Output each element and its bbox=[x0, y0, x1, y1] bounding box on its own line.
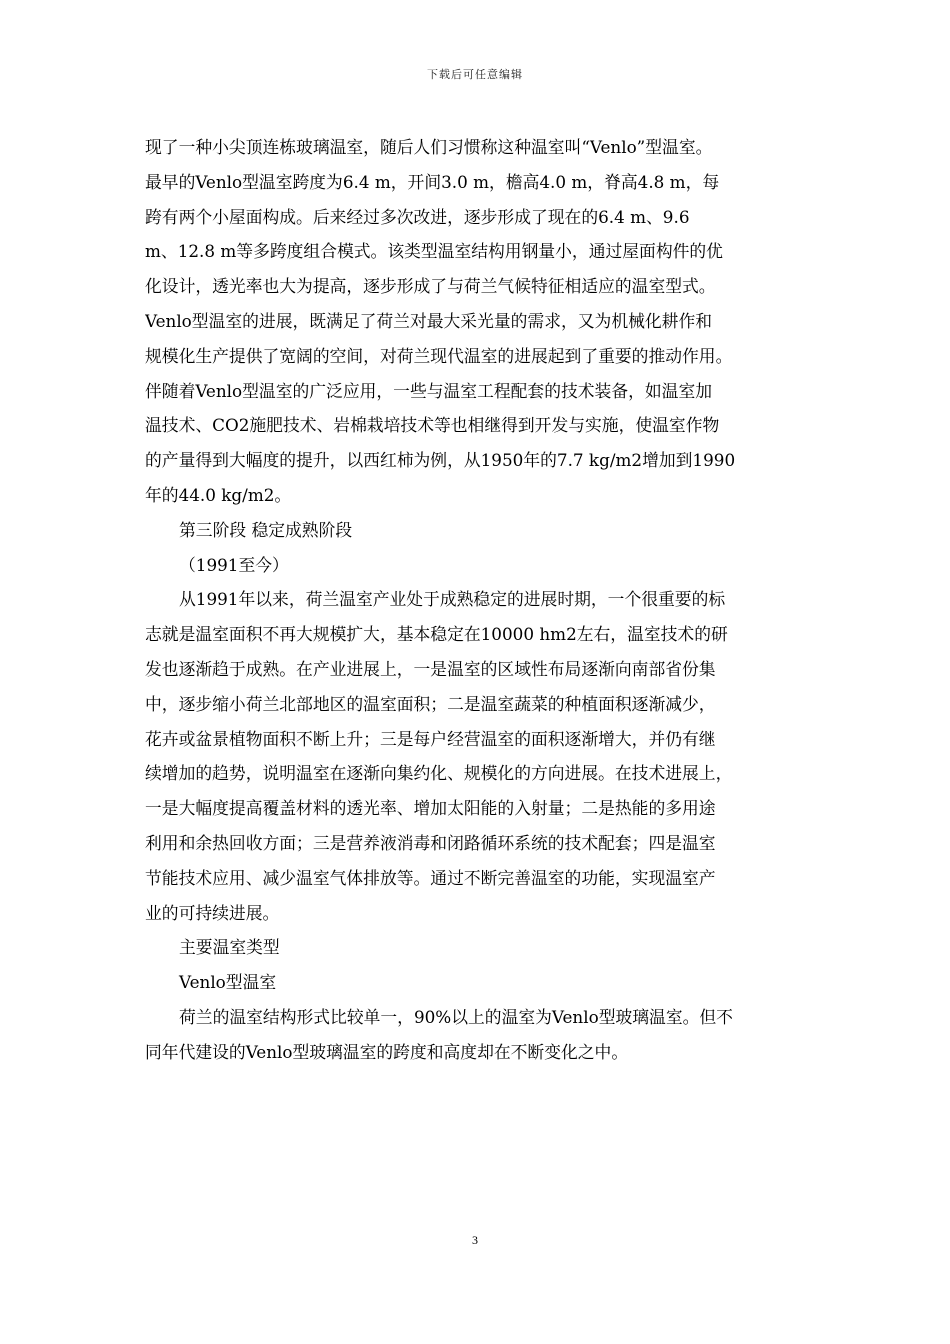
text-line: 同年代建设的Venlo型玻璃温室的跨度和高度却在不断变化之中。 bbox=[145, 1041, 629, 1062]
text-line: 从1991年以来，荷兰温室产业处于成熟稳定的进展时期，一个很重要的标 bbox=[179, 589, 726, 610]
text-line: 发也逐渐趋于成熟。在产业进展上，一是温室的区域性布局逐渐向南部省份集 bbox=[145, 658, 716, 679]
text-line: 志就是温室面积不再大规模扩大，基本稳定在10000 hm2左右，温室技术的研 bbox=[145, 624, 728, 645]
text-line: 花卉或盆景植物面积不断上升；三是每户经营温室的面积逐渐增大，并仍有继 bbox=[145, 728, 716, 749]
text-line: 第三阶段 稳定成熟阶段 bbox=[179, 519, 353, 540]
text-line: 业的可持续进展。 bbox=[145, 902, 280, 923]
text-line: m、12.8 m等多跨度组合模式。该类型温室结构用钢量小，通过屋面构件的优 bbox=[145, 241, 723, 262]
text-line: 节能技术应用、减少温室气体排放等。通过不断完善温室的功能，实现温室产 bbox=[145, 867, 716, 888]
text-line: 荷兰的温室结构形式比较单一，90%以上的温室为Venlo型玻璃温室。但不 bbox=[179, 1006, 733, 1027]
text-line: Venlo型温室的进展，既满足了荷兰对最大采光量的需求，又为机械化耕作和 bbox=[145, 310, 713, 331]
text-line: 主要温室类型 bbox=[179, 937, 280, 958]
text-line: 伴随着Venlo型温室的广泛应用，一些与温室工程配套的技术装备，如温室加 bbox=[145, 380, 713, 401]
text-line: 续增加的趋势，说明温室在逐渐向集约化、规模化的方向进展。在技术进展上， bbox=[145, 763, 733, 784]
text-line: （1991至今） bbox=[179, 554, 289, 575]
text-line: 一是大幅度提高覆盖材料的透光率、增加太阳能的入射量；二是热能的多用途 bbox=[145, 798, 716, 819]
text-line: 年的44.0 kg/m2。 bbox=[145, 484, 292, 505]
text-line: Venlo型温室 bbox=[179, 972, 277, 993]
text-line: 最早的Venlo型温室跨度为6.4 m，开间3.0 m，檐高4.0 m，脊高4.8 m，每 bbox=[145, 171, 720, 192]
text-line: 跨有两个小屋面构成。后来经过多次改进，逐步形成了现在的6.4 m、9.6 bbox=[145, 206, 690, 227]
page-header: 下载后可任意编辑 bbox=[427, 68, 523, 81]
page-number: 3 bbox=[472, 1233, 478, 1247]
text-line: 规模化生产提供了宽阔的空间，对荷兰现代温室的进展起到了重要的推动作用。 bbox=[145, 345, 733, 366]
text-line: 的产量得到大幅度的提升，以西红柿为例，从1950年的7.7 kg/m2增加到1990 bbox=[145, 450, 736, 471]
text-line: 利用和余热回收方面；三是营养液消毒和闭路循环系统的技术配套；四是温室 bbox=[145, 832, 716, 853]
text-line: 温技术、CO2施肥技术、岩棉栽培技术等也相继得到开发与实施，使温室作物 bbox=[145, 415, 720, 436]
text-line: 化设计，透光率也大为提高，逐步形成了与荷兰气候特征相适应的温室型式。 bbox=[145, 276, 716, 297]
text-line: 现了一种小尖顶连栋玻璃温室，随后人们习惯称这种温室叫“Venlo”型温室。 bbox=[145, 137, 713, 157]
document-body bbox=[145, 130, 810, 1070]
text-line: 中，逐步缩小荷兰北部地区的温室面积；二是温室蔬菜的种植面积逐渐减少， bbox=[145, 693, 716, 714]
